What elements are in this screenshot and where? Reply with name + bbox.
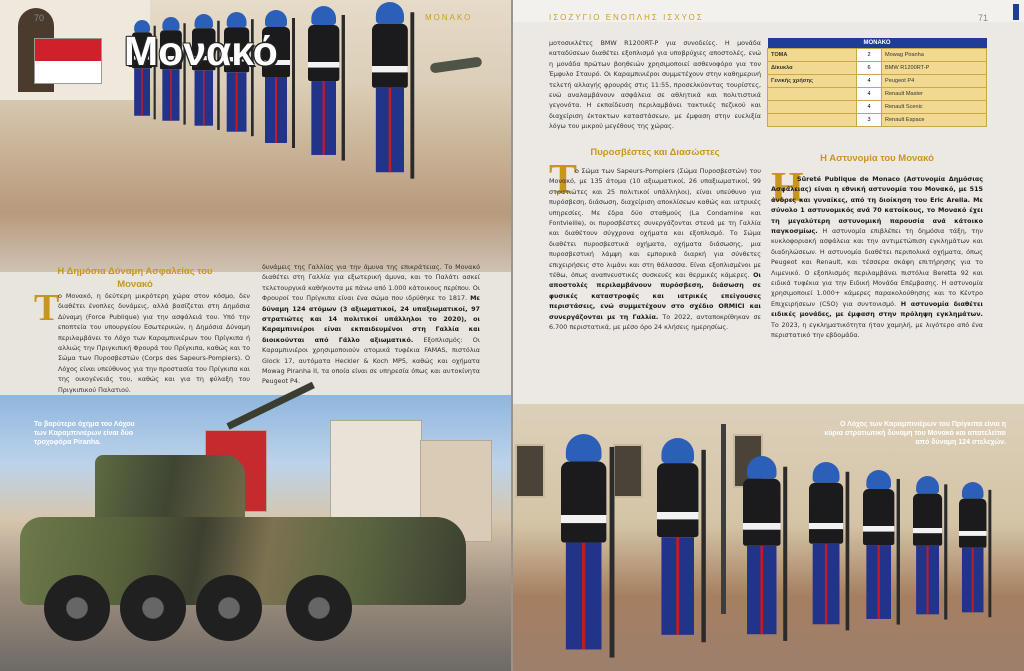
city-building <box>330 420 422 532</box>
table-row: Γενικής χρήσης 4 Peugeot P4 <box>768 75 987 88</box>
section-heading: Η Αστυνομία του Μονακό <box>820 153 934 164</box>
table-row: 4 Renault Scenic <box>768 101 987 114</box>
section-heading: Πυροσβέστες και Διασώστες <box>590 147 720 158</box>
section-heading: Η Δημόσια Δύναμη Ασφαλείας του Μονακό <box>57 266 213 290</box>
left-page <box>0 0 511 671</box>
running-head: ΜΟΝΑΚΟ <box>425 13 473 22</box>
table-row: 4 Renault Master <box>768 88 987 101</box>
page-title: Μονακό <box>124 28 278 74</box>
table-row: ΤΟΜΑ 2 Mowag Piranha <box>768 49 987 62</box>
vehicle-wheel <box>196 575 262 641</box>
dropcap: Τ <box>34 287 60 329</box>
street-lamp <box>721 424 726 614</box>
accent-mark <box>1013 4 1019 20</box>
body-text-cont <box>34 323 250 395</box>
photo-caption: Το βαρύτερο όχημα του Λόχου των Καραμπινιέρων είναι δύο τροχοφόρα Piranha. <box>34 421 135 446</box>
vehicle-wheel <box>44 575 110 641</box>
right-page <box>513 0 1024 671</box>
section-text: Sûreté Publique de Monaco (Αστυνομία Δημόσιας Ασφάλειας) είναι η εθνική αστυνομία του Μονακό, με 515 άνδρες και γυναίκες, από τη διοίκηση του Eric Arella. Με σύνολο 1 αστυνομικός ανά 70 κατοίκους, το Μονακό έχει τη μεγαλύτερη αστυνομική παρουσία ανά κάτοικο παγκοσμίως. Η αστυνομία επιβλέπει τη δημόσια τάξη, την κυκλοφοριακή ασφάλεια και την αντιμετώπιση εγκλημάτων και διαδηλώσεων. Η αστυνομία διαθέτει περιπολικά οχήματα, όπως Peugeot και Renault, και τέσσερα σκάφη επιτήρησης για το Λιμενικό. Ο εξοπλισμός περιλαμβάνει πιστόλια Beretta 92 και ειδικά τυφέκια για την Ειδική Μονάδα Επέμβασης. Η αστυνομία χρησιμοποιεί 1.000+ κάμερες παρακολούθησης και το Κέντρο Επιχειρήσεων (CSO) για συντονισμό. Η αστυνομία διαθέτει ειδικές μονάδες, με έμφαση στην πρόληψη εγκλημάτων. Το 2023, η εγκληματικότητα ήταν χαμηλή, με λιγότερο από ένα περιστατικό την εβδομάδα. <box>771 175 983 340</box>
monaco-flag <box>34 38 102 84</box>
dropcap: Η <box>771 165 804 211</box>
intro-text: μοτοσικλέτες BMW R1200RT-P για συνοδείες. Η μονάδα καταδύσεων διαθέτει εξοπλισμό για υποβρύχιες αποστολές, ενώ η μονάδα πρώτων βοηθειών χρησιμοποιεί ασθενοφόρο για τον Έμφυλο Σταυρό. Οι Καραμπινιέροι συμμετέχουν στην καθημερινή τελετή αλλαγής φρουράς στις 11:55, προσελκύοντας τουρίστες, ενώ αναλαμβάνουν ασφάλεια σε αθλητικά και πολιτιστικά γεγονότα. Η εκπαίδευση περιλαμβάνει τακτικές πεζικού και διαχείριση έκτακτων καταστάσεων, με έμφαση στην ευελιξία λόγω του μικρού μεγέθους της χώρας. <box>549 39 761 131</box>
body-text-col2: δυνάμεις της Γαλλίας για την άμυνα της επικράτειας. Το Μονακό διαθέτει στη Γαλλία για εξωτερική άμυνα, και το Παλάτι ασκεί τελετουργικά καθήκοντα με πάνω από 1.000 κάτοικους περίπου. Οι Φρουροί του Πρίγκιπα είναι ένα σώμα που ιδρύθηκε το 1817. Με δύναμη 124 ατόμων (3 αξιωματικοί, 24 υπαξιωματικοί, 97 στρατιώτες και 14 πολιτικοί υπάλληλοι το 2020), οι Καραμπινιέροι είναι εκπαιδευμένοι στη Γαλλία και διοικούνται από Γάλλο αξιωματικό. Εξοπλισμός: Οι Καραμπινιέροι χρησιμοποιούν ατομικά τυφέκια FAMAS, πιστόλια Glock 17, αυτόματα Heckler & Koch MP5, καθώς και οχήματα Mowag Piranha II, τα οποία είναι σε υπηρεσία όπως και αυτοκίνητα Peugeot P4. <box>262 263 480 386</box>
table-row: Δίκυκλα 6 BMW R1200RT-P <box>768 62 987 75</box>
running-head: ΙΣΟΖΥΓΙΟ ΕΝΟΠΛΗΣ ΙΣΧΥΟΣ <box>549 13 704 22</box>
page-number: 70 <box>34 13 45 23</box>
section-text: ο Σώμα των Sapeurs-Pompiers (Σώμα Πυροσβεστών) του Μονακό, με 135 άτομα (10 αξιωματικοί, 26 υπαξιωματικοί, 99 στρατιώτες και 25 πολιτικοί υπάλληλοι), είναι υπεύθυνο για πυρόσβεση, διάσωση, διαχείριση αποκλίσεων καθώς και ιατρικές υπηρεσίες. Με έδρα δύο σταθμούς (La Condamine και Fontvieille), οι πυροσβέστες συνεργάζονται στενά με τη Γαλλία και διαθέτουν σύγχρονα οχήματα και εξοπλισμό. Το Σώμα διαθέτει πυροσβεστικά οχήματα, οχήματα διάσωσης, μια πυροσβεστική λάμψη και εμπορικά διαρκή για σύνθετες επιχειρήσεις στο λιμάνι και στη θάλασσα. Είναι εξοπλισμένοι με τέθω, όπως αναπνευστικές συσκευές και θερμικές κάμερες. Οι αποστολές περιλαμβάνουν πυρόσβεση, διάσωση σε φυσικές καταστροφές και ιατρικές επείγουσες περιστάσεις, ενώ συμμετέχουν στο σχέδιο ORMICI και συνεργάζονται με τη Γαλλία. Το 2022, ανταποκρίθηκαν σε 6.700 περιστατικά, με μέσο όρο 24 κλήσεις ημερησίως. <box>549 167 761 332</box>
vehicle-wheel <box>286 575 352 641</box>
page-number: 71 <box>978 13 989 23</box>
body-text: ο Μονακό, η δεύτερη μικρότερη χώρα στον κόσμο, δεν διαθέτει ένοπλες δυνάμεις, αλλά βασίζεται στη Δημόσια Δύναμη (Force Publique) για την ασφάλειά του. Υπό την εποπτεία του υπουργείου Εσωτερικών, η Δημόσια Δύναμη περιλαμβάνει το Λόχο των Καραμπινιέρων του Πρίγκιπα ή αλλιώς την Πριγκιπική Φρουρά του Πρίγκιπα, καθώς και το Σώμα των Πυροσβεστών (Corps des Sapeurs-Pompiers). Ο Λόχος είναι υπεύθυνος για την προστασία του Πρίγκιπα και της οικογένειάς του, καθώς και για τη φύλαξη του Πριγκιπικού Παλατιού. <box>58 292 250 394</box>
table-row: 3 Renault Espace <box>768 114 987 127</box>
photo-caption: Ο Λόχος των Καραμπινιέρων του Πρίγκιπα είναι η κύρια στρατιωτική δύναμη του Μονακό και αποτελείται από δύναμη 124 στελεχών. <box>824 421 1006 446</box>
table-header: ΜΟΝΑΚΟ <box>768 38 987 49</box>
vehicle-turret <box>95 455 245 517</box>
window <box>613 444 643 498</box>
dropcap: Τ <box>549 157 578 203</box>
cannon <box>430 56 483 73</box>
vehicle-wheel <box>120 575 186 641</box>
window <box>515 444 545 498</box>
equipment-table <box>767 38 987 127</box>
